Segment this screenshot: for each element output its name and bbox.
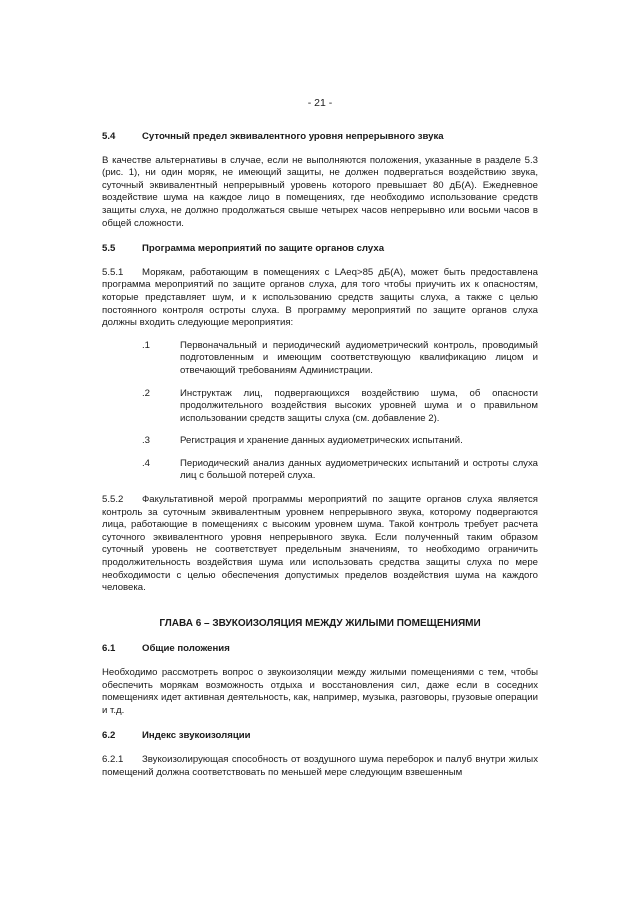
section-title: Программа мероприятий по защите органов слуха <box>142 243 385 255</box>
list-item <box>142 340 538 378</box>
paragraph-number: 6.2.1 <box>102 753 124 765</box>
page-content <box>102 131 538 779</box>
list-item <box>142 435 538 448</box>
paragraph-5-5-1 <box>102 267 538 330</box>
paragraph-text: Звукоизолирующая способность от воздушного шума переборок и палуб внутри жилых помещений должна соответствовать по меньшей мере следующим взвешенным <box>102 753 538 778</box>
section-6-1-heading <box>102 643 538 656</box>
list-item-text: Первоначальный и периодический аудиометрический контроль, проводимый подготовленным и имеющим соответствующую квалификацию лицом и отвечающий требованиям Администрации. <box>180 339 538 376</box>
paragraph-number: 5.5.1 <box>102 266 124 278</box>
list-item <box>142 458 538 483</box>
list-item-text: Инструктаж лиц, подвергающихся воздействию шума, об опасности продолжительного воздействия высоких уровней шума и о правильном использовании средств защиты слуха (см. добавление 2). <box>180 387 538 424</box>
list-item-text: Регистрация и хранение данных аудиометрических испытаний. <box>180 435 463 447</box>
section-6-1-paragraph: Необходимо рассмотреть вопрос о звукоизоляции между жилыми помещениями с тем, чтобы обеспечить морякам возможность отдыха и восстановления сил, даже если в соседних помещениях идет активная деятельность, как, например, музыка, разговоры, грузовые операции и т.д. <box>102 667 538 716</box>
section-number: 6.2 <box>102 730 116 742</box>
measures-list <box>142 340 538 483</box>
list-item-number: .3 <box>142 435 151 447</box>
list-item-number: .1 <box>142 339 151 351</box>
section-5-5-heading <box>102 243 538 256</box>
section-5-4-paragraph: В качестве альтернативы в случае, если не выполняются положения, указанные в разделе 5.3 (рис. 1), ни один моряк, не имеющий защиты, не должен подвергаться воздействию звука, суточный эквивалентный непрерывный уровень которого превышает 80 дБ(А). Ежедневное воздействие шума на каждое лицо в помещениях, где необходимо использование средств защиты слуха, не должно продолжаться свыше четырех часов непрерывно или восьми часов в общей сложности. <box>102 154 538 229</box>
list-item <box>142 388 538 426</box>
page-number: - 21 - <box>307 97 333 109</box>
section-title: Суточный предел эквивалентного уровня непрерывного звука <box>142 131 444 142</box>
chapter-6-title: ГЛАВА 6 – ЗВУКОИЗОЛЯЦИЯ МЕЖДУ ЖИЛЫМИ ПОМЕЩЕНИЯМИ <box>159 617 481 629</box>
section-number: 6.1 <box>102 643 116 655</box>
section-title: Общие положения <box>142 643 230 655</box>
paragraph-text: Факультативной мерой программы мероприятий по защите органов слуха является контроль за суточным эквивалентным уровнем непрерывного звука, которому подвергаются лица, работающие в помещениях с высоким уровнем шума. Такой контроль требует расчета суточного эквивалентного уровня непрерывного звука. Если полученный таким образом суточный уровень не соответствует предельным значениям, то необходимо ограничить продолжительность воздействия шума или использовать средства защиты слуха по мере необходимости с целью обеспечения допустимых пределов воздействия шума на каждого человека. <box>102 494 538 594</box>
list-item-text: Периодический анализ данных аудиометрических испытаний и остроты слуха лиц с большой потерей слуха. <box>180 457 538 482</box>
section-5-4-heading <box>102 131 538 144</box>
paragraph-text: Морякам, работающим в помещениях с LAeq>85 дБ(А), может быть предоставлена программа мероприятий по защите органов слуха, для того чтобы приучить их к опасностям, которые представляет шум, и к использованию средств защиты слуха, а также с целью постоянного контроля остроты слуха. В программу мероприятий по защите органов слуха должны входить следующие мероприятия: <box>102 266 538 329</box>
paragraph-number: 5.5.2 <box>102 494 124 506</box>
section-number: 5.4 <box>102 131 116 142</box>
section-number: 5.5 <box>102 243 116 255</box>
section-6-2-heading <box>102 730 538 743</box>
section-title: Индекс звукоизоляции <box>142 730 251 742</box>
paragraph-6-2-1 <box>102 754 538 779</box>
paragraph-5-5-2 <box>102 494 538 595</box>
list-item-number: .2 <box>142 387 151 399</box>
list-item-number: .4 <box>142 457 151 469</box>
